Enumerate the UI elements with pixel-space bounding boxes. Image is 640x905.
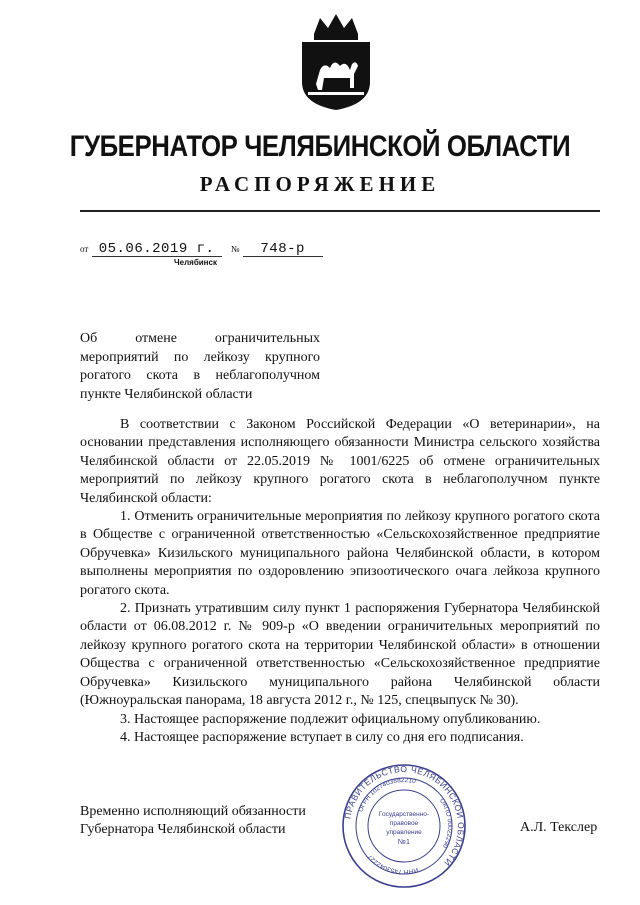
document-subject: Об отмене ограничительных мероприятий по лейкозу крупного рогатого скота в неблагополучном пункте Челябинской области	[80, 331, 320, 402]
document-date: 05.06.2019 г.	[92, 242, 222, 257]
stamp-center-line-4: №1	[397, 837, 411, 846]
signatory-position	[80, 803, 306, 839]
position-line-1: Временно исполняющий обязанности	[80, 804, 306, 819]
official-stamp	[340, 762, 468, 890]
issuer-title: ГУБЕРНАТОР ЧЕЛЯБИНСКОЙ ОБЛАСТИ	[69, 130, 571, 163]
preamble-paragraph: В соответствии с Законом Российской Федерации «О ветеринарии», на основании представления исполняющего обязанности Министра сельского хозяйства Челябинской области от 22.05.2019 № 1001/6225 об отмене ограничительных мероприятий по лейкозу крупного рогатого скота в неблагополучном пункте Челябинской области:	[80, 417, 600, 506]
document-body	[80, 416, 600, 747]
stamp-okpo: ОКПО 00022290	[437, 797, 454, 850]
date-number-line	[80, 240, 323, 257]
document-type: РАСПОРЯЖЕНИЕ	[199, 172, 441, 196]
position-line-2: Губернатора Челябинской области	[80, 822, 286, 837]
stamp-inn: ИНН 7453042227	[366, 852, 419, 876]
stamp-center-line-2: правовое	[389, 820, 419, 827]
stamp-center-line-1: Государственно-	[378, 811, 430, 818]
stamp-ring-text: ПРАВИТЕЛЬСТВО ЧЕЛЯБИНСКОЙ ОБЛАСТИ	[342, 763, 467, 869]
number-label: №	[230, 244, 240, 254]
city-label: Челябинск	[174, 258, 217, 267]
item-4-paragraph: 4. Настоящее распоряжение вступает в силу со дня его подписания.	[120, 729, 524, 745]
coat-of-arms-emblem	[294, 12, 378, 112]
signatory-name: А.Л. Текслер	[520, 820, 598, 835]
date-label: от	[80, 244, 89, 254]
item-1-paragraph: 1. Отменить ограничительные мероприятия по лейкозу крупного рогатого скота в Обществе с ограниченной ответственностью «Сельскохозяйственное предприятие Обручевка» Кизильского муниципального района Челябинской области, в котором выполнены мероприятия по оздоровлению эпизоотического очага лейкоза крупного рогатого скота.	[80, 509, 600, 598]
document-number: 748-р	[243, 242, 323, 257]
svg-text:ИНН 7453042227	[366, 853, 419, 875]
item-2-paragraph: 2. Признать утратившим силу пункт 1 распоряжения Губернатора Челябинской области от 06.08.2012 г. № 909-р «О введении ограничительных мероприятий по лейкозу крупного рогатого скота на территории Челябинской области» в отношении Общества с ограниченной ответственностью «Сельскохозяйственное предприятие Обручевка» Кизильского муниципального района Челябинской области (Южноуральская панорама, 18 августа 2012 г., № 125, спецвыпуск № 30).	[80, 601, 600, 709]
stamp-center-line-3: управление	[386, 829, 422, 836]
item-3-paragraph: 3. Настоящее распоряжение подлежит официальному опубликованию.	[120, 711, 541, 727]
stamp-ogrn: ОГРН 1027403882210	[357, 776, 417, 814]
header-divider	[80, 210, 600, 212]
